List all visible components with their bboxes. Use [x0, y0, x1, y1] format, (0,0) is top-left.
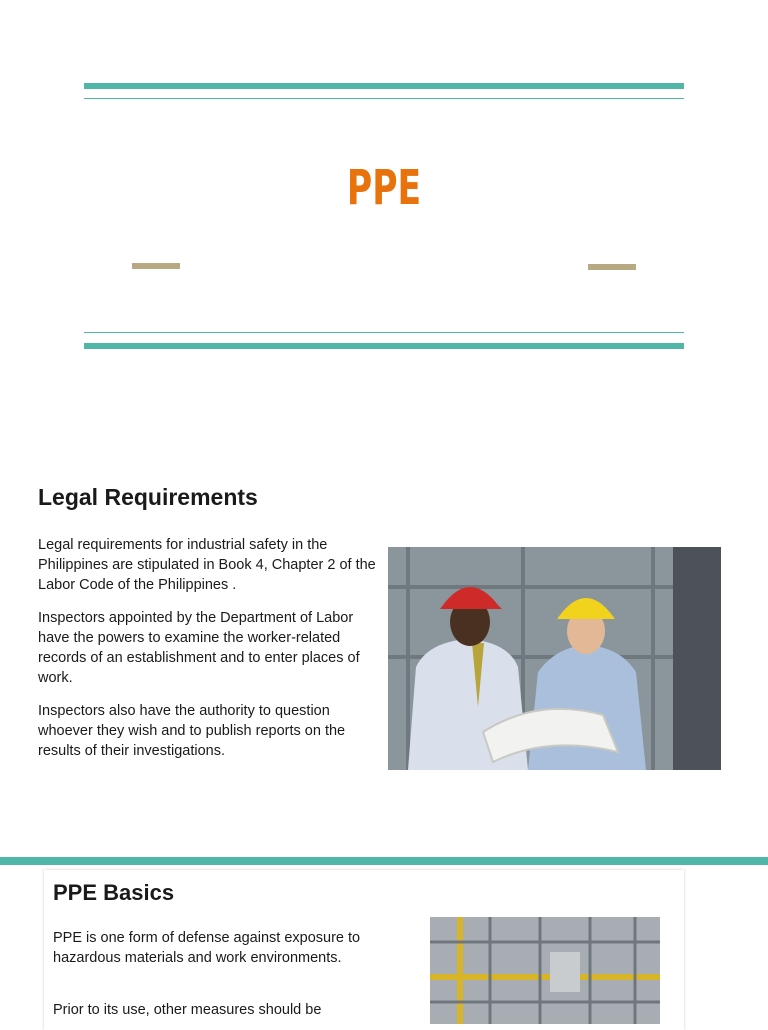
legal-paragraph-1: Legal requirements for industrial safety in the Philippines are stipulated in Book 4, Chapter 2 of the Labor Code of the Philippines . — [38, 537, 376, 593]
plant-illustration — [430, 917, 660, 1024]
legal-paragraph-2: Inspectors appointed by the Department of Labor have the powers to examine the worker-related records of an establishment and to enter places of work. — [38, 610, 360, 686]
workers-hardhats-photo — [388, 547, 721, 770]
bottom-accent-bar — [84, 343, 684, 349]
top-accent-line — [84, 98, 684, 99]
left-dash — [132, 263, 180, 269]
industrial-plant-photo — [430, 917, 660, 1024]
basics-heading: PPE Basics — [53, 880, 175, 905]
top-accent-bar — [84, 83, 684, 89]
basics-paragraph-2: Prior to its use, other measures should be — [53, 1002, 322, 1018]
bottom-accent-line — [84, 332, 684, 333]
slide-title: PPE — [346, 160, 422, 216]
right-dash — [588, 264, 636, 270]
legal-heading: Legal Requirements — [38, 484, 258, 510]
basics-accent-bar — [0, 857, 768, 865]
basics-paragraph-1: PPE is one form of defense against exposure to hazardous materials and work environments. — [53, 930, 361, 966]
workers-illustration — [388, 547, 721, 770]
legal-paragraph-3: Inspectors also have the authority to question whoever they wish and to publish reports on the results of their investigations. — [38, 703, 346, 759]
